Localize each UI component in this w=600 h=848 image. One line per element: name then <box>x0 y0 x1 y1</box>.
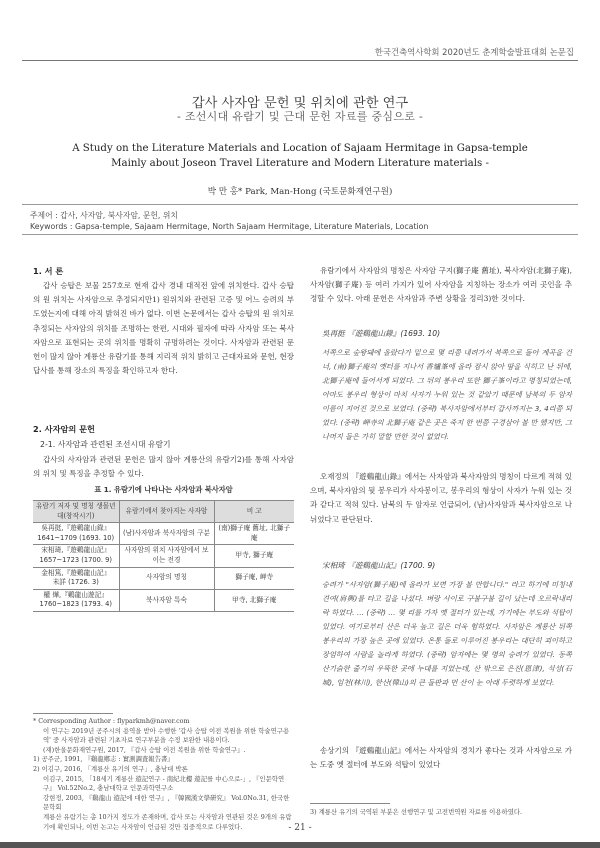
page-header <box>0 0 600 62</box>
quote1-source: 吳再挺 『遊鷄龍山錄』(1693. 10) <box>322 329 441 338</box>
paper-subtitle: - 조선시대 유람기 및 근대 문헌 자료를 중심으로 - <box>177 110 423 123</box>
table-header-note: 비 고 <box>214 501 294 523</box>
quote2-text: 승려가 "사자암(獅子庵)에 올라가 보면 가장 볼 만합니다." 라고 하기에 미칭내 견여(肩輿)를 타고 길을 나섰다. 벼랑 사이로 구불구불 길이 났는데 오르락내리락 하였다. … (중략) … 몇 리를 가자 옛 절터가 있는데, 가기에는 부도와 석탑이 있었다. 여기로부터 산은 더욱 높고 길은 더욱 험하였다. 사자암은 계룡산 뒤쪽 봉우리의 가장 높은 곳에 있었다. 온통 돌로 이루어진 봉우리는 대단히 괴이하고 장엄하여 사람을 놀라게 하였다. (중략) 암자에는 몇 명의 승려가 있었다. 동쪽 산기슭한 줄기의 우뚝한 곳에 누대를 지었는데, 산 밖으로 은진(恩津), 석성(石城), 임천(林川), 한산(韓山)의 큰 들판과 먼 산이 눈 아래 두렷하게 보였다. <box>322 580 572 687</box>
running-title: 한국건축역사학회 2020년도 춘계학술발표대회 논문집 <box>374 47 574 57</box>
keywords-rule-bottom <box>22 234 578 235</box>
keywords-korean: 주제어 : 갑사, 사자암, 북사자암, 문헌, 위치 <box>30 211 178 220</box>
table-row <box>33 589 294 611</box>
footnote-3: 3) 계룡산 유기의 국역된 부분은 선행연구 및 고전번역원 자료를 이용하였다. <box>310 808 523 816</box>
footnote-funding: 이 연구는 2019년 공주시의 용역을 받아 수행한 '갑사 승탑 이전 복원을 위한 학술연구용역' 중 사자암과 관련된 기초자료 연구부분을 수정 보완한 내용이다. <box>43 726 290 745</box>
table-cell-author <box>33 589 119 611</box>
footnote-rule <box>33 713 113 714</box>
keywords-english: Keywords : Gapsa-temple, Sajaam Hermitage, North Sajaam Hermitage, Literature Materials, Location <box>30 222 429 231</box>
right-paragraph-1: 유람기에서 사자암의 명칭은 사자암 구지(獅子庵 舊址), 북사자암(北獅子庵), 사자암(獅子庵) 등 여러 가지가 있어 사자암을 지칭하는 장소가 여러 곳인을 추정할 수 있다. 아래 문헌은 사자암과 주변 상황을 정리3)한 것이다. <box>310 266 572 304</box>
intro-paragraph: 갑사 승탑은 보물 257호로 현재 갑사 경내 대적전 앞에 위치한다. 갑사 승탑의 원 위치는 사자암으로 추정되지만1) 원위치와 관련된 고증 및 어느 승려의 부도였는지에 대해 아직 밝혀진 바가 없다. 이번 논문에서는 갑사 승탑의 원 위치로 추정되는 사자암의 위치를 조명하는 한편, 시대와 필자에 따라 사자암 또는 북사자암으로 표현되는 곳의 위치를 명확히 규명하려는 것이다. 사자암과 관련된 문헌이 많지 않아 계룡산 유람기를 통해 지리적 위치 밝히고 근대자료와 문헌, 현장답사를 통해 장소의 특징을 확인하고자 한다. <box>33 281 294 376</box>
english-title-line2: Mainly about Joseon Travel Literature and Modern Literature materials - <box>111 158 489 169</box>
travel-records-table <box>33 500 294 612</box>
right-paragraph-2: 오재정의 『遊鷄龍山錄』에서는 사자암과 북사자암의 명칭이 다르게 적혀 있으며, 북사자암의 뒷 봉우리가 사자봉이고, 봉우리의 형상이 사자가 누워 있는 것과 같다고 적혀 있다. 남북의 두 암자로 언급되어, (남)사자암과 북사자암으로 나뉘었다고 판단된다. <box>310 472 572 524</box>
author-name: 宋相琦,『遊鷄龍山記』 <box>41 546 111 555</box>
author-dates: 未詳 (1726. 3) <box>52 578 99 587</box>
english-title-line1: A Study on the Literature Materials and Location of Sajaam Hermitage in Gapsa-temple <box>72 143 528 154</box>
left-footnotes <box>33 717 294 832</box>
table-cell-content: (남)사자암과 북사자암의 구분 <box>119 523 214 545</box>
author-name: 金相篤,『遊鷄龍山記』 <box>41 568 111 577</box>
quote2-source: 宋相琦 『遊鷄龍山記』(1700. 9) <box>322 561 436 570</box>
footnote-corresponding: * Corresponding Author : flyparkmh@naver.com <box>33 717 190 725</box>
quote1-text: 서쪽으로 숲왕돼에 올랐다가 밑으로 몇 리쯤 내려가서 북쪽으로 돌아 계곡을 건너, (南)獅子庵의 옛터를 지나서 香爐峯에 올라 잠시 앉아 땀을 식히고 난 뒤에, 北獅子庵에 들어서게 되었다. 그 뒤의 봉우리 또한 獅子峯이라고 명칭되었는데, 아마도 봉우리 형상이 마치 사자가 누워 있는 것 같았기 때문에 남북의 두 암자 이름이 지어진 것으로 보였다. (중략) 북사자암에서부터 갑사까지는 3, 4리쯤 되었다. (중략) 岬寺의 北獅子庵 같은 곳은 죽지 한 번쯤 구경삼아 볼 만 했지만, 그 나머지 들은 가히 말할 만한 것이 없었다. <box>322 348 572 441</box>
footnote-2-note: 계룡산 유람기는 총 10가지 정도가 존재하며, 갑사 또는 사자암과 연관된 것은 9개의 유람기에 확인되나, 이번 논고는 사자암이 언급된 것만 집중적으로 다루었다. <box>43 812 292 831</box>
subsection-heading: 2-1. 사자암과 관련된 조선시대 유람기 <box>40 440 171 449</box>
author-name: 吳再挺,『遊鷄龍山錄』 <box>41 524 111 533</box>
table-cell-content: 북사자암 특숙 <box>119 589 214 611</box>
author-dates: 1641~1709 (1693. 10) <box>37 533 115 542</box>
table-cell-content: 사자암의 위치 사자암에서 보이는 전경 <box>119 545 214 567</box>
author-dates: 1760~1823 (1793. 4) <box>39 600 112 609</box>
table-cell-note: 甲寺, 北獅子庵 <box>214 589 294 611</box>
header-rule <box>22 60 578 61</box>
footnote-1: 1) 공주군, 1991, 『鷄龍鄕志 : 實測調査報告書』 <box>33 755 174 764</box>
footnote-2-ref: 강현정, 2003, 『鷄龍山 遊記에 대한 연구』, 『韓國漢文學研究』 Vol.0No.31, 한국한문학회 <box>43 793 290 812</box>
footnote-2-ref: 이김구, 2015, 「18세기 계룡산 遊記연구 - 南紀北樓 遊記를 中心으로-」, 『인문학연구』 Vol.52No.2, 충남대학교 인문과학연구소 <box>43 774 285 793</box>
footnote-2: 2) 이김구, 2016, 「계룡산 유기의 연구」, 충남대 박론 <box>33 764 188 773</box>
footnote-rule-right <box>310 803 390 804</box>
page-number: - 21 - <box>288 823 312 833</box>
section-heading-intro: 1. 서 론 <box>33 266 64 276</box>
keywords-rule-top <box>22 204 578 205</box>
table-row <box>33 545 294 567</box>
table-cell-content: 사자암의 명칭 <box>119 567 214 589</box>
right-paragraph-3: 송상기의 『遊鷄龍山記』에서는 사자암의 경치가 좋다는 것과 사자암으로 가는 도중 옛 절터에 부도와 석탑이 있었다 <box>310 746 572 770</box>
table-header-content: 유람기에서 찾아지는 사자암 <box>119 501 214 523</box>
literature-paragraph: 갑사의 사자암과 관련된 문헌은 많지 않아 계룡산의 유람기2)를 통해 사자암의 위치 및 특징을 추정할 수 있다. <box>33 455 294 479</box>
footnote-ref: (재)한울문화재연구원, 2017, 『갑사 승탑 이전 복원을 위한 학술연구』. <box>43 745 246 754</box>
author-dates: 1657~1723 (1700. 9) <box>39 555 112 564</box>
paper-title: 갑사 사자암 문헌 및 위치에 관한 연구 <box>191 96 409 111</box>
table-cell-author <box>33 523 119 545</box>
english-title <box>0 141 600 171</box>
table-cell-note: 甲寺, 獅子庵 <box>214 545 294 567</box>
table-cell-note: (南)獅子庵 舊址, 北獅子庵 <box>214 523 294 545</box>
table-header-author: 유람기 저자 및 명칭 생몰년대(창작시기) <box>33 501 119 523</box>
table-cell-author <box>33 567 119 589</box>
table-row <box>33 567 294 589</box>
table-cell-note: 獅子庵, 岬寺 <box>214 567 294 589</box>
footer-bar <box>0 842 600 848</box>
table-row <box>33 523 294 545</box>
table-cell-author <box>33 545 119 567</box>
section-heading-literature: 2. 사자암의 문헌 <box>33 424 95 434</box>
table-header-row <box>33 501 294 523</box>
author-name: 權 燁,『鷄龍山遊記』 <box>43 590 108 599</box>
author-line: 박 만 홍* Park, Man-Hong (국토문화재연구원) <box>207 187 393 197</box>
table-caption: 표 1. 유람기에 나타나는 사자암과 북사자암 <box>94 485 233 494</box>
